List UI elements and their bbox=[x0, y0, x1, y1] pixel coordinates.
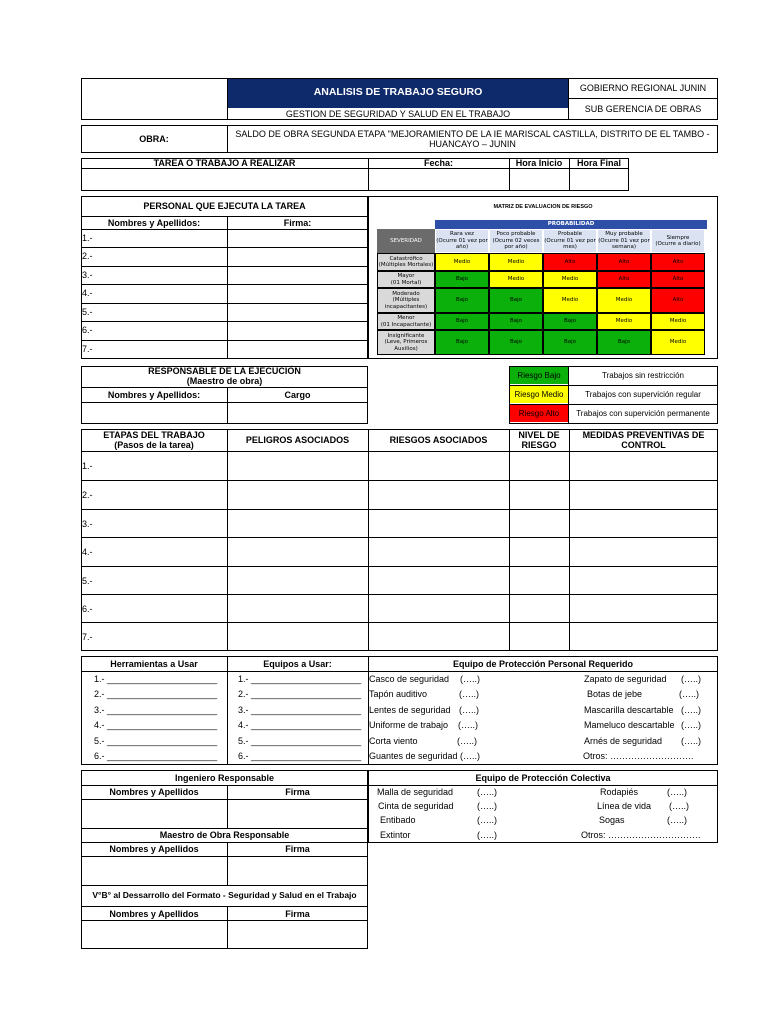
etapa-row-number: 3.- bbox=[82, 519, 93, 529]
equipo-line[interactable]: 5.- ______________________ bbox=[238, 736, 362, 746]
matrix-risk-cell: Bajo bbox=[597, 330, 651, 355]
epp-right-item: Botas de jebe bbox=[587, 689, 643, 699]
epp-left-item: Casco de seguridad bbox=[369, 674, 450, 684]
epp-left-check[interactable]: (…..) bbox=[459, 705, 479, 715]
matrix-risk-cell: Medio bbox=[597, 288, 651, 313]
vb-col-firma: Firma bbox=[285, 909, 310, 919]
epc-right-item: Línea de vida bbox=[597, 801, 652, 811]
matrix-risk-cell: Alto bbox=[597, 271, 651, 288]
epp-right-check[interactable]: (…..) bbox=[681, 720, 701, 730]
legend-description: Trabajos con supervición permanente bbox=[576, 409, 710, 418]
matrix-title: MATRIZ DE EVALUACION DE RIESGO bbox=[493, 204, 593, 210]
matrix-risk-cell: Bajo bbox=[489, 288, 543, 313]
matrix-probabilidad-header: PROBABILIDAD bbox=[435, 220, 707, 229]
matrix-column-desc: (Ocurre 01 vez por año) bbox=[436, 237, 488, 251]
matrix-risk-cell: Bajo bbox=[543, 313, 597, 330]
legend-swatch: Riesgo Bajo bbox=[510, 367, 568, 384]
hora-inicio-label: Hora Inicio bbox=[515, 158, 563, 168]
org-name: GOBIERNO REGIONAL JUNIN bbox=[579, 83, 707, 93]
ingeniero-title: Ingeniero Responsable bbox=[174, 773, 275, 783]
legend-swatch: Riesgo Medio bbox=[510, 386, 568, 403]
matrix-probability-column bbox=[597, 229, 651, 253]
epp-left-item: Uniforme de trabajo bbox=[369, 720, 449, 730]
epp-left-check[interactable]: (…..) bbox=[459, 689, 479, 699]
epp-right-check[interactable]: (…..) bbox=[681, 674, 701, 684]
matrix-probability-column bbox=[543, 229, 597, 253]
epp-left-item: Corta viento bbox=[369, 736, 418, 746]
epc-right-item: Sogas bbox=[599, 815, 625, 825]
epc-right-check[interactable]: (…..) bbox=[667, 787, 687, 797]
matrix-column-label: Muy probable bbox=[605, 231, 643, 238]
fecha-label: Fecha: bbox=[423, 158, 453, 168]
epp-left-item: Tapón auditivo bbox=[369, 689, 428, 699]
epp-right-item: Arnés de seguridad bbox=[584, 736, 663, 746]
matrix-risk-cell: Bajo bbox=[435, 313, 489, 330]
peligros-header: PELIGROS ASOCIADOS bbox=[245, 435, 350, 445]
epp-right-item: Otros: ………………………. bbox=[583, 751, 694, 761]
legend-description: Trabajos con supervición regular bbox=[585, 390, 701, 399]
matrix-row-label: Moderado bbox=[392, 290, 420, 297]
matrix-column-label: Rara vez bbox=[450, 231, 474, 238]
matrix-severity-row bbox=[377, 330, 435, 355]
personal-row-number: 6.- bbox=[82, 325, 93, 335]
matrix-row-desc: (Múltiples Mortales) bbox=[378, 262, 434, 268]
matrix-risk-cell: Medio bbox=[597, 313, 651, 330]
responsable-col-cargo: Cargo bbox=[284, 390, 311, 400]
matrix-risk-cell: Medio bbox=[489, 253, 543, 271]
etapa-row-number: 1.- bbox=[82, 461, 93, 471]
matrix-probability-column bbox=[489, 229, 543, 253]
etapa-row-number: 7.- bbox=[82, 632, 93, 642]
matrix-risk-cell: Bajo bbox=[543, 330, 597, 355]
epc-left-check[interactable]: (…..) bbox=[477, 801, 497, 811]
equipo-line[interactable]: 6.- ______________________ bbox=[238, 751, 362, 761]
matrix-risk-cell: Alto bbox=[543, 253, 597, 271]
matrix-row-desc: (01 Incapacitante) bbox=[380, 321, 432, 328]
personal-row-number: 4.- bbox=[82, 288, 93, 298]
matrix-risk-cell: Medio bbox=[489, 271, 543, 288]
matrix-risk-cell: Bajo bbox=[435, 288, 489, 313]
legend-swatch: Riesgo Alto bbox=[510, 405, 568, 422]
matrix-probability-column bbox=[651, 229, 705, 253]
matrix-risk-cell: Alto bbox=[651, 288, 705, 313]
equipo-line[interactable]: 1.- ______________________ bbox=[238, 674, 362, 684]
obra-line-1: SALDO DE OBRA SEGUNDA ETAPA "MEJORAMIENTO DE LA IE MARISCAL CASTILLA, DISTRITO DE EL TAMBO - bbox=[235, 129, 710, 139]
etapa-row-number: 2.- bbox=[82, 490, 93, 500]
epp-right-item: Mascarilla descartable bbox=[584, 705, 674, 715]
herramienta-line[interactable]: 4.- ______________________ bbox=[94, 720, 218, 730]
maestro-title: Maestro de Obra Responsable bbox=[159, 830, 290, 840]
document-title: ANALISIS DE TRABAJO SEGURO bbox=[313, 86, 483, 98]
matrix-column-desc: (Ocurre a diario) bbox=[655, 241, 701, 247]
riesgos-header: RIESGOS ASOCIADOS bbox=[389, 435, 488, 445]
matrix-column-label: Siempre bbox=[666, 234, 690, 241]
obra-label: OBRA: bbox=[139, 134, 169, 144]
epc-right-item: Otros: …………………………. bbox=[581, 830, 701, 840]
matrix-risk-cell: Medio bbox=[651, 330, 705, 355]
maestro-col-name: Nombres y Apellidos bbox=[109, 844, 199, 854]
personal-row-number: 3.- bbox=[82, 270, 93, 280]
matrix-risk-cell: Medio bbox=[435, 253, 489, 271]
etapa-row-number: 5.- bbox=[82, 576, 93, 586]
epp-header: Equipo de Protección Personal Requerido bbox=[452, 659, 634, 669]
epc-header: Equipo de Protección Colectiva bbox=[475, 773, 611, 783]
herramienta-line[interactable]: 3.- ______________________ bbox=[94, 705, 218, 715]
matrix-risk-cell: Medio bbox=[651, 313, 705, 330]
epp-left-check[interactable]: (…..) bbox=[460, 674, 480, 684]
epp-left-item: Guantes de seguridad bbox=[369, 751, 458, 761]
etapas-header-sub: (Pasos de la tarea) bbox=[114, 440, 194, 450]
herramienta-line[interactable]: 1.- ______________________ bbox=[94, 674, 218, 684]
responsable-subtitle: (Maestro de obra) bbox=[186, 376, 263, 386]
equipo-line[interactable]: 2.- ______________________ bbox=[238, 689, 362, 699]
maestro-col-firma: Firma bbox=[285, 844, 310, 854]
obra-line-2: HUANCAYO – JUNIN bbox=[429, 139, 516, 149]
matrix-risk-cell: Bajo bbox=[435, 271, 489, 288]
matrix-risk-cell: Alto bbox=[651, 253, 705, 271]
matrix-row-label: Insignificante bbox=[387, 332, 425, 339]
matrix-risk-cell: Medio bbox=[543, 288, 597, 313]
personal-row-number: 2.- bbox=[82, 251, 93, 261]
responsable-title: RESPONSABLE DE LA EJECUCIÓN bbox=[148, 366, 301, 376]
epp-right-item: Mameluco descartable bbox=[584, 720, 675, 730]
epc-right-check[interactable]: (…..) bbox=[669, 801, 689, 811]
matrix-column-label: Probable bbox=[558, 231, 582, 238]
matrix-severity-row bbox=[377, 253, 435, 271]
equipos-header: Equipos a Usar: bbox=[263, 659, 332, 669]
matrix-row-desc: (01 Mortal) bbox=[390, 279, 422, 286]
herramienta-line[interactable]: 5.- ______________________ bbox=[94, 736, 218, 746]
epc-left-item: Extintor bbox=[380, 830, 411, 840]
matrix-risk-cell: Bajo bbox=[489, 313, 543, 330]
personal-title: PERSONAL QUE EJECUTA LA TAREA bbox=[143, 201, 306, 211]
hora-final-label: Hora Final bbox=[576, 158, 621, 168]
epc-left-check[interactable]: (…..) bbox=[477, 830, 497, 840]
herramienta-line[interactable]: 2.- ______________________ bbox=[94, 689, 218, 699]
medidas-header: MEDIDAS PREVENTIVAS DE bbox=[582, 430, 705, 440]
herramientas-header: Herramientas a Usar bbox=[110, 659, 198, 669]
responsable-col-name: Nombres y Apellidos: bbox=[107, 390, 201, 400]
matrix-row-desc: (Leve, Primeros Auxilios) bbox=[384, 339, 428, 352]
epp-left-check[interactable]: (…..) bbox=[458, 720, 478, 730]
medidas-header-sub: CONTROL bbox=[621, 440, 666, 450]
matrix-severity-row bbox=[377, 288, 435, 313]
epp-left-item: Lentes de seguridad bbox=[369, 705, 451, 715]
matrix-risk-cell: Alto bbox=[651, 271, 705, 288]
epc-left-item: Malla de seguridad bbox=[377, 787, 454, 797]
etapa-row-number: 6.- bbox=[82, 604, 93, 614]
org-department: SUB GERENCIA DE OBRAS bbox=[584, 104, 702, 114]
personal-row-number: 1.- bbox=[82, 233, 93, 243]
document-subtitle: GESTION DE SEGURIDAD Y SALUD EN EL TRABAJO bbox=[285, 109, 511, 119]
epp-left-check[interactable]: (…..) bbox=[460, 751, 480, 761]
vb-title: V°B° al Dessarrollo del Formato - Seguridad y Salud en el Trabajo bbox=[92, 890, 357, 900]
matrix-column-desc: (Ocurre 02 veces por año) bbox=[492, 237, 540, 251]
epp-left-check[interactable]: (…..) bbox=[457, 736, 477, 746]
epp-right-check[interactable]: (…..) bbox=[679, 689, 699, 699]
personal-row-number: 7.- bbox=[82, 344, 93, 354]
epc-left-check[interactable]: (…..) bbox=[477, 787, 497, 797]
matrix-column-desc: (Ocurre 01 vez por mes) bbox=[544, 237, 596, 251]
etapa-row-number: 4.- bbox=[82, 547, 93, 557]
matrix-risk-cell: Alto bbox=[597, 253, 651, 271]
epp-right-check[interactable]: (…..) bbox=[681, 736, 701, 746]
tarea-label: TAREA O TRABAJO A REALIZAR bbox=[153, 158, 296, 168]
matrix-row-label: Mayor bbox=[397, 273, 415, 279]
epp-right-item: Zapato de seguridad bbox=[584, 674, 667, 684]
epc-right-check[interactable]: (…..) bbox=[667, 815, 687, 825]
personal-col-name: Nombres y Apellidos: bbox=[107, 218, 201, 228]
herramienta-line[interactable]: 6.- ______________________ bbox=[94, 751, 218, 761]
etapas-header: ETAPAS DEL TRABAJO bbox=[103, 430, 205, 440]
equipo-line[interactable]: 3.- ______________________ bbox=[238, 705, 362, 715]
matrix-severidad-header: SEVERIDAD bbox=[377, 229, 435, 253]
matrix-column-desc: (Ocurre 01 vez por semana) bbox=[598, 237, 650, 251]
nivel-header-sub: RIESGO bbox=[521, 440, 557, 450]
matrix-row-label: Catastrófico bbox=[389, 255, 423, 262]
legend-description: Trabajos sin restricción bbox=[602, 371, 684, 380]
ingeniero-col-firma: Firma bbox=[285, 787, 310, 797]
matrix-risk-cell: Bajo bbox=[489, 330, 543, 355]
matrix-risk-cell: Medio bbox=[543, 271, 597, 288]
matrix-severity-row bbox=[377, 313, 435, 330]
ingeniero-col-name: Nombres y Apellidos bbox=[109, 787, 199, 797]
matrix-probability-column bbox=[435, 229, 489, 253]
matrix-column-label: Poco probable bbox=[496, 231, 536, 238]
epp-right-check[interactable]: (…..) bbox=[681, 705, 701, 715]
epc-left-check[interactable]: (…..) bbox=[477, 815, 497, 825]
epc-right-item: Rodapiés bbox=[600, 787, 639, 797]
personal-row-number: 5.- bbox=[82, 307, 93, 317]
matrix-row-desc: (Múltiples incapacitantes) bbox=[384, 297, 428, 310]
personal-col-firma: Firma: bbox=[283, 218, 312, 228]
epc-left-item: Entibado bbox=[380, 815, 416, 825]
matrix-row-label: Menor bbox=[397, 315, 415, 321]
etapas-box bbox=[81, 429, 718, 651]
matrix-severity-row bbox=[377, 271, 435, 288]
epc-left-item: Cinta de seguridad bbox=[378, 801, 454, 811]
vb-col-name: Nombres y Apellidos bbox=[109, 909, 199, 919]
matrix-risk-cell: Bajo bbox=[435, 330, 489, 355]
nivel-header: NIVEL DE bbox=[518, 430, 560, 440]
equipo-line[interactable]: 4.- ______________________ bbox=[238, 720, 362, 730]
